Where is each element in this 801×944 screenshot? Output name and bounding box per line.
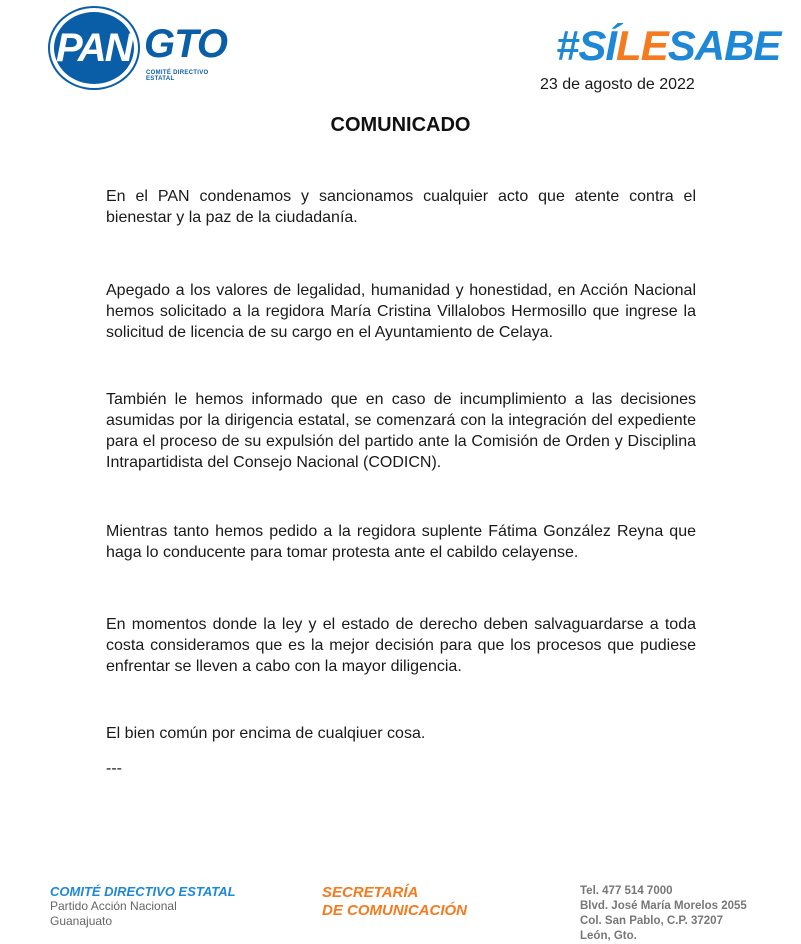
paragraph-1: En el PAN condenamos y sancionamos cualquier acto que atente contra el bienestar y la paz de la ciudadanía. bbox=[106, 188, 696, 226]
page-title: COMUNICADO bbox=[330, 114, 471, 136]
paragraph-5: En momentos donde la ley y el estado de derecho deben salvaguardarse a toda costa consideramos que es la mejor decisión para que los procesos que pudiese enfrentar se lleven a cabo con la mayor diligencia. bbox=[106, 616, 696, 675]
footer-party-name: Partido Acción Nacional bbox=[50, 899, 177, 913]
footer-left bbox=[50, 884, 236, 929]
footer-address-1: Blvd. José María Morelos 2055 bbox=[580, 900, 747, 912]
paragraph-2: Apegado a los valores de legalidad, humanidad y honestidad, en Acción Nacional hemos solicitado a la regidora María Cristina Villalobos Hermosillo que ingrese la solicitud de licencia de su cargo en el Ayuntamiento de Celaya. bbox=[106, 282, 696, 341]
paragraph-4: Mientras tanto hemos pedido a la regidora suplente Fátima González Reyna que haga lo conducente para tomar protesta ante el cabildo celayense. bbox=[106, 523, 696, 561]
pan-gto-logo bbox=[50, 8, 227, 88]
footer-phone: Tel. 477 514 7000 bbox=[580, 885, 673, 897]
paragraph-3: También le hemos informado que en caso de incumplimiento a las decisiones asumidas por la dirigencia estatal, se comenzará con la integración del expediente para el proceso de su expulsión del partido ante la Comisión de Orden y Disciplina Intrapartidista del Consejo Nacional (CODICN). bbox=[106, 391, 696, 471]
logo-subtitle: COMITÉ DIRECTIVO ESTATAL bbox=[146, 70, 209, 82]
logo-pan-text: PAN bbox=[56, 26, 132, 70]
hashtag-silesabe bbox=[556, 22, 780, 70]
footer-right bbox=[580, 884, 747, 944]
footer-secretaria: SECRETARÍA bbox=[322, 884, 419, 901]
hashtag-prefix: #SÍ bbox=[556, 22, 617, 69]
footer-comunicacion: DE COMUNICACIÓN bbox=[322, 902, 467, 919]
footer-state: Guanajuato bbox=[50, 914, 113, 928]
paragraph-6: El bien común por encima de cualqiuer cosa. bbox=[106, 725, 426, 742]
hashtag-suffix: SABE bbox=[667, 22, 781, 69]
footer-center bbox=[322, 884, 467, 920]
footer-city: León, Gto. bbox=[580, 930, 637, 942]
hashtag-orange: LE bbox=[616, 22, 668, 69]
footer-address-2: Col. San Pablo, C.P. 37207 bbox=[580, 915, 723, 927]
document-date: 23 de agosto de 2022 bbox=[540, 76, 695, 93]
footer-committee-heading: COMITÉ DIRECTIVO ESTATAL bbox=[50, 884, 236, 899]
logo-gto-text: GTO bbox=[144, 22, 227, 66]
paragraph-separator: --- bbox=[106, 760, 122, 777]
